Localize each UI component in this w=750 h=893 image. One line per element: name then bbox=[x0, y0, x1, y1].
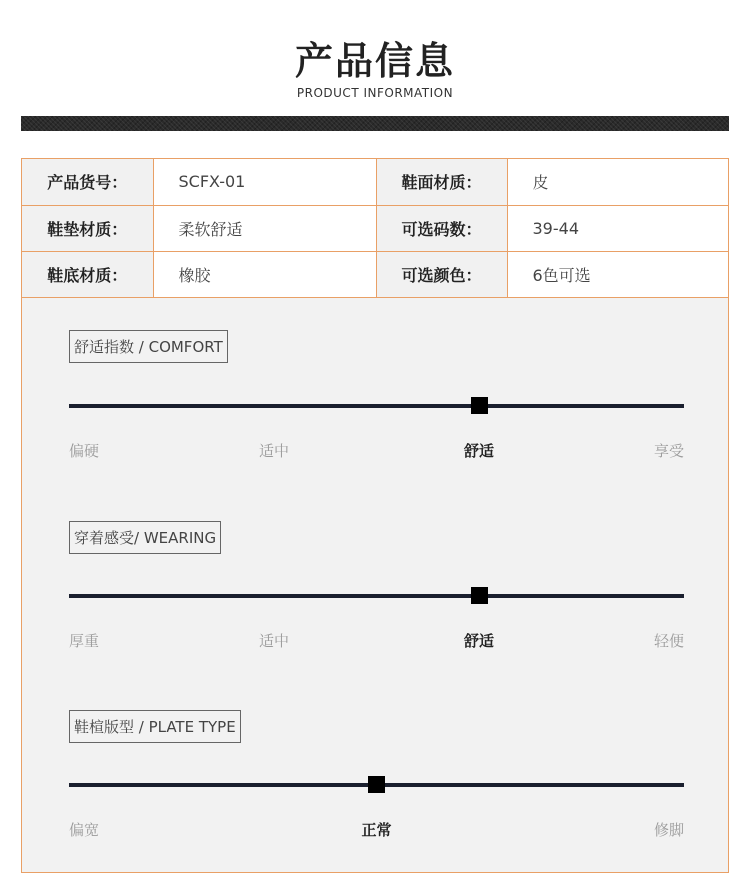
page-subtitle: PRODUCT INFORMATION bbox=[296, 86, 454, 100]
wearing-scale-marker bbox=[471, 587, 488, 604]
spec-table bbox=[22, 159, 728, 298]
divider-bar bbox=[21, 116, 729, 131]
spec-value: 皮 bbox=[507, 159, 728, 205]
scale-tick-label: 享受 bbox=[653, 442, 684, 460]
info-panel bbox=[21, 158, 729, 873]
scale-tick-label: 厚重 bbox=[69, 632, 100, 650]
wearing-scale-label: 穿着感受/ WEARING bbox=[69, 521, 221, 554]
spec-row bbox=[22, 251, 728, 297]
comfort-scale bbox=[69, 330, 684, 470]
scale-tick-label: 正常 bbox=[361, 821, 392, 839]
spec-value: 6色可选 bbox=[507, 251, 728, 297]
spec-label: 产品货号： bbox=[22, 159, 153, 205]
page-title: 产品信息 bbox=[294, 39, 455, 83]
comfort-scale-label: 舒适指数 / COMFORT bbox=[69, 330, 228, 363]
scale-tick-label: 舒适 bbox=[463, 442, 495, 460]
comfort-scale-marker bbox=[471, 397, 488, 414]
comfort-scale-track bbox=[69, 404, 684, 408]
spec-label: 鞋垫材质： bbox=[22, 205, 153, 251]
scale-tick-label: 适中 bbox=[258, 632, 290, 650]
spec-value: 39-44 bbox=[507, 205, 728, 251]
spec-row bbox=[22, 159, 728, 205]
plate-type-scale-marker bbox=[368, 776, 385, 793]
scale-tick-label: 偏宽 bbox=[69, 821, 100, 839]
spec-value: SCFX-01 bbox=[153, 159, 376, 205]
wearing-scale bbox=[69, 521, 684, 661]
scale-tick-label: 轻便 bbox=[653, 632, 684, 650]
plate-type-scale bbox=[69, 710, 684, 850]
spec-row bbox=[22, 205, 728, 251]
spec-value: 柔软舒适 bbox=[153, 205, 376, 251]
scale-tick-label: 偏硬 bbox=[69, 442, 100, 460]
wearing-scale-track bbox=[69, 594, 684, 598]
spec-label: 鞋底材质： bbox=[22, 251, 153, 297]
scale-tick-label: 舒适 bbox=[463, 632, 495, 650]
spec-label: 可选码数： bbox=[376, 205, 507, 251]
plate-type-scale-label: 鞋楦版型 / PLATE TYPE bbox=[69, 710, 241, 743]
scale-tick-label: 修脚 bbox=[653, 821, 684, 839]
scale-tick-label: 适中 bbox=[258, 442, 290, 460]
spec-label: 鞋面材质： bbox=[376, 159, 507, 205]
spec-label: 可选颜色： bbox=[376, 251, 507, 297]
spec-value: 橡胶 bbox=[153, 251, 376, 297]
